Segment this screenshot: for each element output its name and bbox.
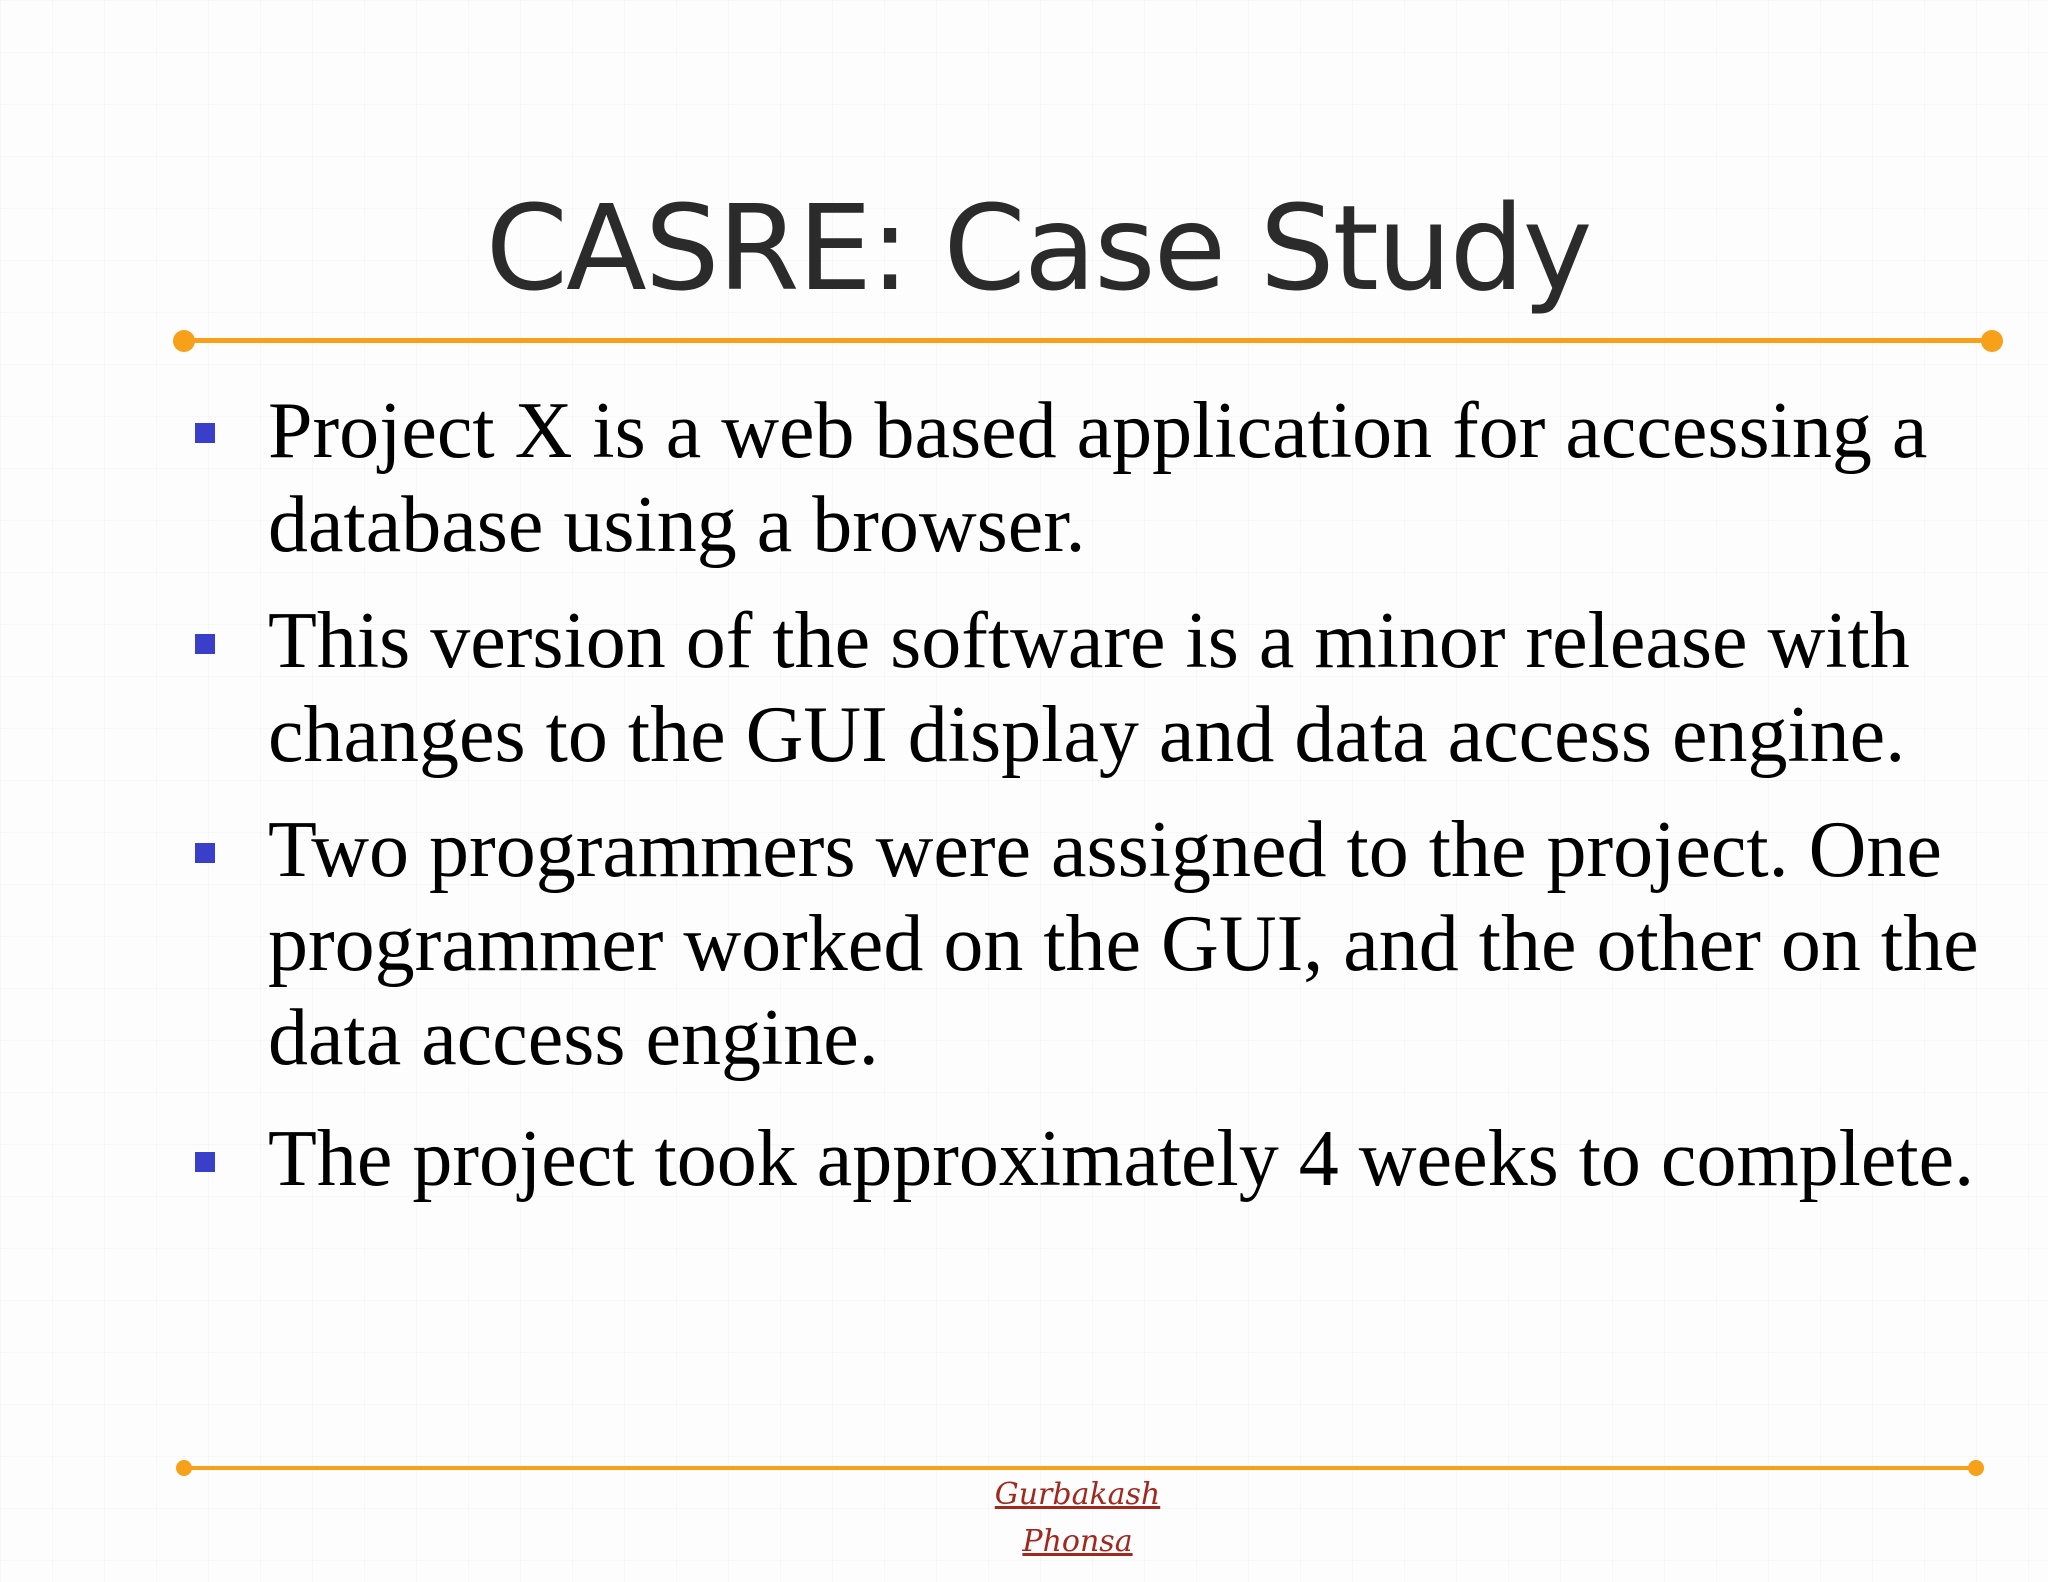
bullet-square-icon (195, 1152, 215, 1172)
rule-end-dot (1968, 1460, 1984, 1476)
bullet-square-icon (195, 843, 215, 863)
signature-line: Gurbakash (994, 1477, 1161, 1512)
rule-end-dot (176, 1460, 192, 1476)
bullet-square-icon (195, 423, 215, 443)
bullet-line: Project X is a web based application for accessing a (268, 387, 1928, 475)
footer-rule (184, 1466, 1976, 1470)
signature-line: Phonsa (1022, 1524, 1133, 1559)
bullet-line: Two programmers were assigned to the project. One (268, 806, 1942, 894)
footer-signature (900, 1524, 1255, 1559)
bullet-line: programmer worked on the GUI, and the other on the (268, 900, 1979, 988)
bullet-line: database using a browser. (268, 481, 1086, 569)
bullet-line: This version of the software is a minor release with (268, 597, 1910, 685)
slide-title: CASRE: Case Study (485, 179, 1591, 317)
bullet-line: changes to the GUI display and data access engine. (268, 691, 1906, 779)
bullet-square-icon (195, 634, 215, 654)
footer-signature (900, 1477, 1255, 1512)
bullet-line: data access engine. (268, 994, 879, 1082)
bullet-line: The project took approximately 4 weeks to complete. (268, 1115, 1975, 1203)
